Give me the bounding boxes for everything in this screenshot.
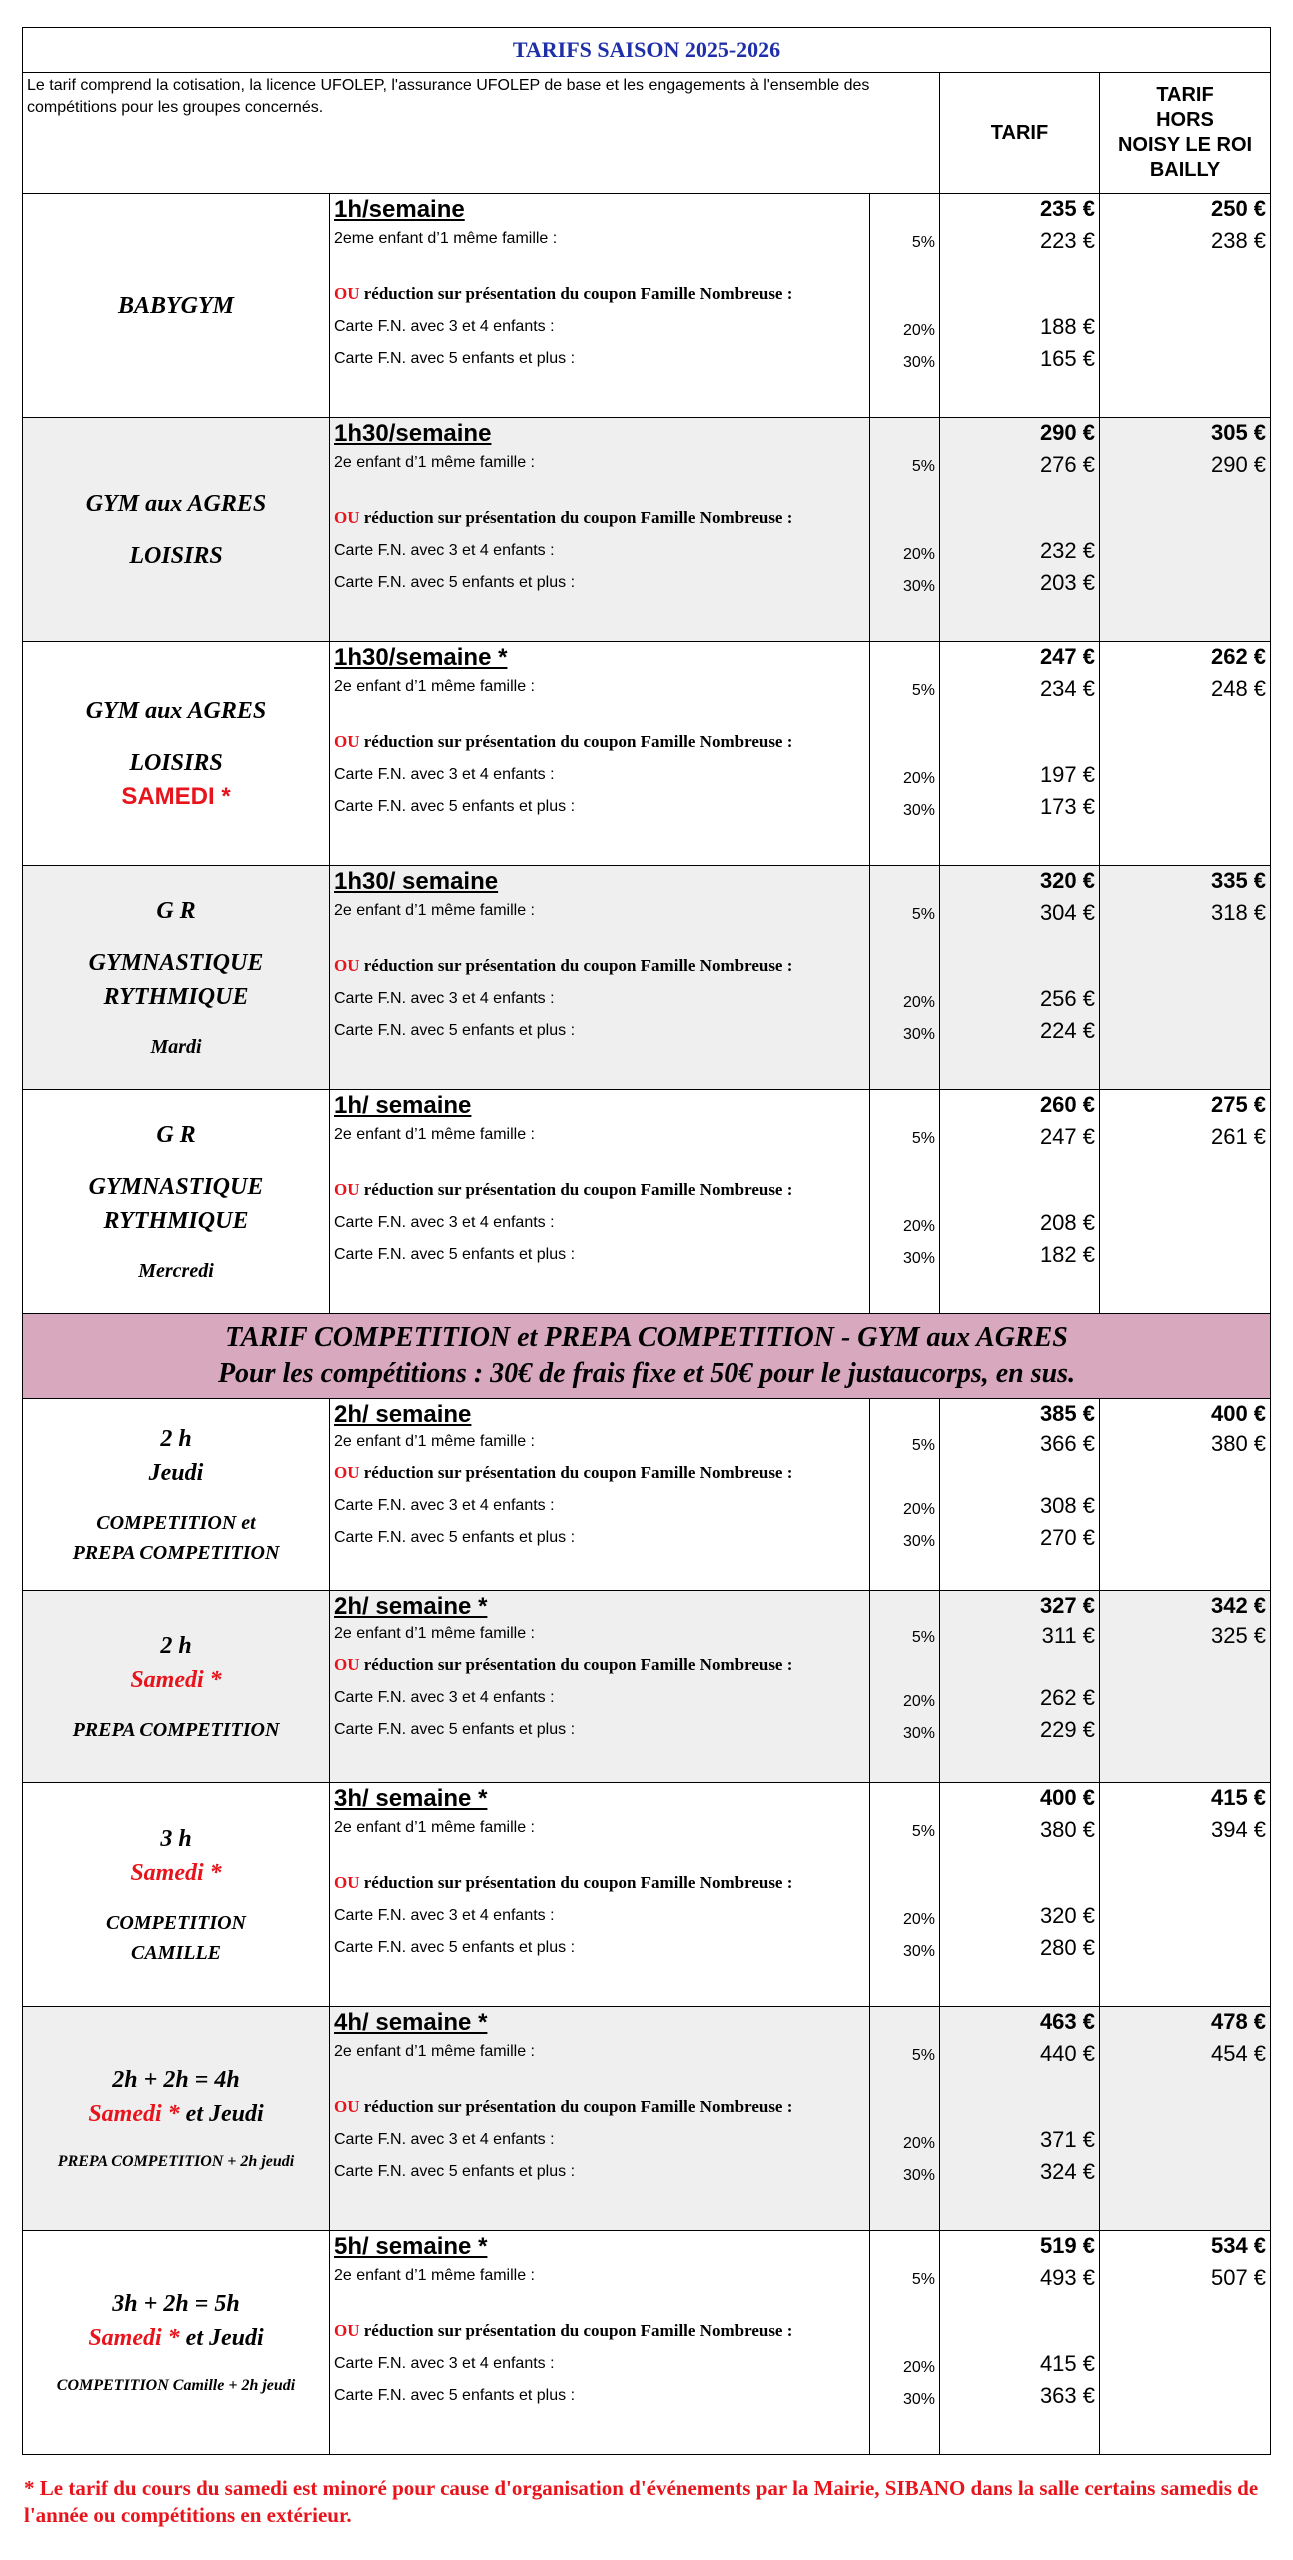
category-text: COMPETITION Camille + 2h jeudi — [56, 2376, 296, 2394]
ou-label: OU — [334, 732, 360, 751]
discount-column — [870, 1783, 940, 2007]
category-line: BABYGYM — [117, 292, 234, 319]
ou-text: réduction sur présentation du coupon Famille Nombreuse : — [359, 1655, 793, 1674]
course-details — [330, 194, 870, 418]
tariff-section-row — [23, 1591, 1271, 1783]
category-line — [23, 1538, 329, 1568]
price-value: 229 € — [1039, 1717, 1095, 1742]
course-duration: 4h/ semaine * — [334, 2009, 488, 2036]
discount-percent: 30% — [902, 1250, 935, 1267]
discount-percent: 5% — [911, 1130, 935, 1147]
fn5-label: Carte F.N. avec 5 enfants et plus : — [334, 1721, 576, 1738]
course-duration: 1h/ semaine — [334, 1092, 472, 1119]
price-value: 262 € — [1039, 1685, 1095, 1710]
category-suffix: et Jeudi — [179, 2324, 264, 2351]
price-value: 478 € — [1210, 2009, 1267, 2034]
second-child-label: 2eme enfant d’1 même famille : — [334, 230, 558, 247]
discount-percent: 5% — [911, 1629, 935, 1646]
category-text: 3h + 2h = 5h — [112, 2290, 240, 2317]
price-value: 173 € — [1039, 794, 1095, 819]
category-line: GYMNASTIQUE — [88, 1173, 264, 1200]
price-value: 290 € — [1210, 452, 1267, 477]
course-duration: 1h30/semaine * — [334, 644, 508, 671]
discount-percent: 5% — [911, 1823, 935, 1840]
hors-column — [1100, 194, 1271, 418]
course-category — [23, 1783, 330, 2007]
category-text: Jeudi — [148, 1459, 204, 1486]
ou-label: OU — [334, 1180, 360, 1199]
category-line — [23, 1822, 329, 1856]
price-value: 440 € — [1039, 2041, 1095, 2066]
price-value: 519 € — [1039, 2233, 1095, 2258]
large-family-note — [334, 2097, 792, 2117]
category-saturday: Samedi * — [130, 1666, 222, 1693]
price-value: 308 € — [1039, 1493, 1095, 1518]
price-value: 415 € — [1039, 2351, 1095, 2376]
price-value: 400 € — [1210, 1401, 1267, 1426]
category-line — [23, 1508, 329, 1538]
category-saturday: Samedi * — [130, 1859, 222, 1886]
tarif-column — [940, 2007, 1100, 2231]
category-saturday: SAMEDI * — [121, 782, 231, 810]
course-details — [330, 1090, 870, 1314]
course-category — [23, 194, 330, 418]
hors-column — [1100, 1090, 1271, 1314]
price-value: 224 € — [1039, 1018, 1095, 1043]
discount-percent: 20% — [902, 994, 935, 1011]
category-line — [23, 1856, 329, 1890]
fn34-label: Carte F.N. avec 3 et 4 enfants : — [334, 1689, 555, 1706]
competition-band-text — [23, 1314, 1271, 1399]
category-text: 2h + 2h = 4h — [112, 2066, 240, 2093]
discount-percent: 30% — [902, 2391, 935, 2408]
course-duration: 2h/ semaine * — [334, 1593, 488, 1620]
discount-column — [870, 194, 940, 418]
fn5-label: Carte F.N. avec 5 enfants et plus : — [334, 1022, 576, 1039]
category-line — [23, 2373, 329, 2399]
discount-column — [870, 2007, 940, 2231]
fn34-label: Carte F.N. avec 3 et 4 enfants : — [334, 766, 555, 783]
fn5-label: Carte F.N. avec 5 enfants et plus : — [334, 1939, 576, 1956]
hors-header-line: TARIF — [1156, 84, 1214, 106]
discount-percent: 20% — [902, 2359, 935, 2376]
price-value: 507 € — [1210, 2265, 1267, 2290]
course-duration: 2h/ semaine — [334, 1401, 472, 1428]
price-value: 415 € — [1210, 1785, 1267, 1810]
discount-percent: 20% — [902, 770, 935, 787]
ou-label: OU — [334, 956, 360, 975]
second-child-label: 2e enfant d’1 même famille : — [334, 2267, 535, 2284]
hors-header-line: NOISY LE ROI — [1117, 134, 1253, 156]
category-text: PREPA COMPETITION — [72, 1718, 280, 1741]
category-line: RYTHMIQUE — [103, 983, 249, 1010]
category-line — [23, 1938, 329, 1968]
category-line: GYM aux AGRES — [85, 697, 267, 724]
price-value: 335 € — [1210, 868, 1267, 893]
price-value: 318 € — [1210, 900, 1267, 925]
second-child-label: 2e enfant d’1 même famille : — [334, 1433, 535, 1450]
course-details — [330, 1783, 870, 2007]
tarif-column — [940, 866, 1100, 1090]
large-family-note — [334, 1873, 792, 1893]
course-category — [23, 1591, 330, 1783]
category-line — [23, 2287, 329, 2321]
ou-text: réduction sur présentation du coupon Famille Nombreuse : — [359, 956, 793, 975]
price-value: 275 € — [1210, 1092, 1267, 1117]
page-title: TARIFS SAISON 2025-2026 — [23, 28, 1271, 73]
second-child-label: 2e enfant d’1 même famille : — [334, 678, 535, 695]
price-value: 320 € — [1039, 1903, 1095, 1928]
price-value: 182 € — [1039, 1242, 1095, 1267]
ou-label: OU — [334, 2321, 360, 2340]
course-details — [330, 642, 870, 866]
fn34-label: Carte F.N. avec 3 et 4 enfants : — [334, 2355, 555, 2372]
course-duration: 1h/semaine — [334, 196, 465, 223]
second-child-label: 2e enfant d’1 même famille : — [334, 902, 535, 919]
price-value: 327 € — [1039, 1593, 1095, 1618]
second-child-label: 2e enfant d’1 même famille : — [334, 1819, 535, 1836]
large-family-note — [334, 1655, 792, 1675]
ou-label: OU — [334, 2097, 360, 2116]
discount-percent: 5% — [911, 906, 935, 923]
price-value: 463 € — [1039, 2009, 1095, 2034]
tarif-column — [940, 642, 1100, 866]
price-value: 380 € — [1039, 1817, 1095, 1842]
ou-label: OU — [334, 1873, 360, 1892]
price-value: 260 € — [1039, 1092, 1095, 1117]
category-text: 2 h — [160, 1632, 192, 1659]
course-category — [23, 642, 330, 866]
discount-percent: 30% — [902, 802, 935, 819]
course-category — [23, 2007, 330, 2231]
category-line — [23, 1663, 329, 1697]
category-saturday: Samedi * — [88, 2324, 180, 2351]
course-category — [23, 2231, 330, 2455]
course-duration: 1h30/semaine — [334, 420, 492, 447]
category-line — [23, 2149, 329, 2175]
price-value: 197 € — [1039, 762, 1095, 787]
ou-label: OU — [334, 1463, 360, 1482]
fn34-label: Carte F.N. avec 3 et 4 enfants : — [334, 2131, 555, 2148]
price-value: 248 € — [1210, 676, 1267, 701]
category-line: G R — [156, 897, 196, 924]
course-duration: 3h/ semaine * — [334, 1785, 488, 1812]
discount-column — [870, 1591, 940, 1783]
category-line: GYM aux AGRES — [85, 490, 267, 517]
category-line: RYTHMIQUE — [103, 1207, 249, 1234]
second-child-label: 2e enfant d’1 même famille : — [334, 1625, 535, 1642]
tarif-column — [940, 418, 1100, 642]
category-line: G R — [156, 1121, 196, 1148]
fn34-label: Carte F.N. avec 3 et 4 enfants : — [334, 1497, 555, 1514]
price-value: 363 € — [1039, 2383, 1095, 2408]
category-line: Mercredi — [138, 1259, 214, 1282]
price-value: 188 € — [1039, 314, 1095, 339]
fn5-label: Carte F.N. avec 5 enfants et plus : — [334, 574, 576, 591]
price-value: 493 € — [1039, 2265, 1095, 2290]
fn5-label: Carte F.N. avec 5 enfants et plus : — [334, 2163, 576, 2180]
large-family-note — [334, 284, 792, 304]
price-value: 324 € — [1039, 2159, 1095, 2184]
ou-text: réduction sur présentation du coupon Famille Nombreuse : — [359, 1463, 793, 1482]
fn5-label: Carte F.N. avec 5 enfants et plus : — [334, 798, 576, 815]
ou-text: réduction sur présentation du coupon Famille Nombreuse : — [359, 284, 793, 303]
hors-column — [1100, 2231, 1271, 2455]
price-value: 261 € — [1210, 1124, 1267, 1149]
category-text: 2 h — [160, 1425, 192, 1452]
category-line — [23, 1908, 329, 1938]
tarif-column — [940, 1090, 1100, 1314]
category-line — [23, 1629, 329, 1663]
discount-percent: 20% — [902, 1693, 935, 1710]
hors-column — [1100, 642, 1271, 866]
category-text: 3 h — [160, 1825, 192, 1852]
fn34-label: Carte F.N. avec 3 et 4 enfants : — [334, 1907, 555, 1924]
price-value: 235 € — [1039, 196, 1095, 221]
large-family-note — [334, 2321, 792, 2341]
tariff-section-row — [23, 1399, 1271, 1591]
hors-column — [1100, 1399, 1271, 1591]
discount-percent: 5% — [911, 2047, 935, 2064]
price-value: 325 € — [1210, 1623, 1267, 1648]
competition-band — [23, 1314, 1271, 1399]
category-text: CAMILLE — [130, 1941, 222, 1964]
price-value: 203 € — [1039, 570, 1095, 595]
competition-title: TARIF COMPETITION et PREPA COMPETITION - GYM aux AGRES — [225, 1322, 1068, 1353]
tarif-column — [940, 1399, 1100, 1591]
large-family-note — [334, 508, 792, 528]
course-details — [330, 2231, 870, 2455]
price-value: 371 € — [1039, 2127, 1095, 2152]
category-line: LOISIRS — [129, 542, 223, 569]
price-value: 223 € — [1039, 228, 1095, 253]
price-value: 380 € — [1210, 1431, 1267, 1456]
large-family-note — [334, 1180, 792, 1200]
course-duration: 1h30/ semaine — [334, 868, 499, 895]
price-value: 238 € — [1210, 228, 1267, 253]
course-details — [330, 1399, 870, 1591]
course-category — [23, 1399, 330, 1591]
hors-column — [1100, 866, 1271, 1090]
price-value: 208 € — [1039, 1210, 1095, 1235]
category-line — [23, 2097, 329, 2131]
tariff-section-row — [23, 194, 1271, 418]
tarif-column — [940, 2231, 1100, 2455]
course-details — [330, 1591, 870, 1783]
course-category — [23, 1090, 330, 1314]
course-category — [23, 866, 330, 1090]
tarif-column — [940, 194, 1100, 418]
course-details — [330, 418, 870, 642]
price-value: 400 € — [1039, 1785, 1095, 1810]
tariff-section-row — [23, 866, 1271, 1090]
discount-percent: 5% — [911, 1437, 935, 1454]
price-value: 394 € — [1210, 1817, 1267, 1842]
category-line — [23, 2063, 329, 2097]
second-child-label: 2e enfant d’1 même famille : — [334, 454, 535, 471]
discount-column — [870, 642, 940, 866]
price-value: 305 € — [1210, 420, 1267, 445]
price-value: 454 € — [1210, 2041, 1267, 2066]
category-line — [23, 1456, 329, 1490]
category-text: COMPETITION et — [96, 1511, 256, 1534]
tariff-section-row — [23, 1090, 1271, 1314]
fn34-label: Carte F.N. avec 3 et 4 enfants : — [334, 990, 555, 1007]
hors-column — [1100, 2007, 1271, 2231]
tariff-section-row — [23, 642, 1271, 866]
price-value: 385 € — [1039, 1401, 1095, 1426]
category-line — [23, 1422, 329, 1456]
second-child-label: 2e enfant d’1 même famille : — [334, 1126, 535, 1143]
hors-header-line: HORS — [1156, 109, 1214, 131]
discount-percent: 20% — [902, 322, 935, 339]
ou-label: OU — [334, 508, 360, 527]
discount-percent: 20% — [902, 1218, 935, 1235]
hors-header-line: BAILLY — [1149, 159, 1221, 181]
ou-text: réduction sur présentation du coupon Famille Nombreuse : — [359, 508, 793, 527]
discount-percent: 30% — [902, 1725, 935, 1742]
discount-column — [870, 418, 940, 642]
price-value: 247 € — [1039, 644, 1095, 669]
ou-label: OU — [334, 284, 360, 303]
category-line: GYMNASTIQUE — [88, 949, 264, 976]
discount-percent: 30% — [902, 1026, 935, 1043]
discount-percent: 20% — [902, 546, 935, 563]
tariff-section-row — [23, 2007, 1271, 2231]
footnote: * Le tarif du cours du samedi est minoré pour cause d'organisation d'événements par la Mairie, SIBANO dans la salle certains samedis de l'année ou compétitions en extérieur. — [24, 2476, 1259, 2527]
category-line: LOISIRS — [129, 749, 223, 776]
price-value: 311 € — [1041, 1623, 1095, 1648]
hors-column — [1100, 1591, 1271, 1783]
tariff-section-row — [23, 418, 1271, 642]
price-value: 290 € — [1039, 420, 1095, 445]
price-value: 262 € — [1210, 644, 1267, 669]
discount-percent: 30% — [902, 2167, 935, 2184]
discount-percent: 20% — [902, 1911, 935, 1928]
fn5-label: Carte F.N. avec 5 enfants et plus : — [334, 1529, 576, 1546]
tarif-column — [940, 1783, 1100, 2007]
large-family-note — [334, 956, 792, 976]
discount-percent: 30% — [902, 1943, 935, 1960]
fn5-label: Carte F.N. avec 5 enfants et plus : — [334, 1246, 576, 1263]
category-saturday: Samedi * — [88, 2100, 180, 2127]
large-family-note — [334, 1463, 792, 1483]
ou-text: réduction sur présentation du coupon Famille Nombreuse : — [359, 2097, 793, 2116]
price-value: 534 € — [1210, 2233, 1267, 2258]
discount-percent: 30% — [902, 578, 935, 595]
tarif-column — [940, 1591, 1100, 1783]
price-value: 270 € — [1039, 1525, 1095, 1550]
discount-percent: 20% — [902, 2135, 935, 2152]
discount-percent: 30% — [902, 1533, 935, 1550]
price-value: 165 € — [1039, 346, 1095, 371]
ou-text: réduction sur présentation du coupon Famille Nombreuse : — [359, 1873, 793, 1892]
price-value: 342 € — [1210, 1593, 1267, 1618]
category-text: PREPA COMPETITION — [72, 1541, 280, 1564]
fn34-label: Carte F.N. avec 3 et 4 enfants : — [334, 318, 555, 335]
price-value: 276 € — [1039, 452, 1095, 477]
ou-label: OU — [334, 1655, 360, 1674]
fn34-label: Carte F.N. avec 3 et 4 enfants : — [334, 1214, 555, 1231]
course-details — [330, 2007, 870, 2231]
category-text: COMPETITION — [105, 1911, 246, 1934]
fn34-label: Carte F.N. avec 3 et 4 enfants : — [334, 542, 555, 559]
tariff-document — [22, 27, 1270, 2455]
discount-percent: 5% — [911, 458, 935, 475]
competition-fees: Pour les compétitions : 30€ de frais fixe et 50€ pour le justaucorps, en sus. — [217, 1358, 1076, 1389]
price-value: 234 € — [1039, 676, 1095, 701]
hors-column — [1100, 418, 1271, 642]
category-line — [23, 2321, 329, 2355]
discount-percent: 5% — [911, 682, 935, 699]
category-line: Mardi — [150, 1035, 202, 1058]
course-details — [330, 866, 870, 1090]
price-value: 247 € — [1039, 1124, 1095, 1149]
fn5-label: Carte F.N. avec 5 enfants et plus : — [334, 350, 576, 367]
tarif-header: TARIF — [940, 73, 1100, 194]
price-value: 366 € — [1039, 1431, 1095, 1456]
price-value: 304 € — [1039, 900, 1095, 925]
ou-text: réduction sur présentation du coupon Famille Nombreuse : — [359, 1180, 793, 1199]
discount-column — [870, 866, 940, 1090]
ou-text: réduction sur présentation du coupon Famille Nombreuse : — [359, 732, 793, 751]
category-suffix: et Jeudi — [179, 2100, 264, 2127]
price-value: 280 € — [1039, 1935, 1095, 1960]
tariff-table — [22, 27, 1271, 2455]
price-value: 256 € — [1039, 986, 1095, 1011]
discount-percent: 30% — [902, 354, 935, 371]
fn5-label: Carte F.N. avec 5 enfants et plus : — [334, 2387, 576, 2404]
price-value: 250 € — [1210, 196, 1267, 221]
discount-percent: 20% — [902, 1501, 935, 1518]
hors-column — [1100, 1783, 1271, 2007]
tariff-section-row — [23, 1783, 1271, 2007]
price-value: 320 € — [1039, 868, 1095, 893]
category-text: PREPA COMPETITION + 2h jeudi — [57, 2152, 295, 2170]
price-value: 232 € — [1039, 538, 1095, 563]
category-line — [23, 1715, 329, 1745]
discount-column — [870, 2231, 940, 2455]
discount-percent: 5% — [911, 234, 935, 251]
large-family-note — [334, 732, 792, 752]
ou-text: réduction sur présentation du coupon Famille Nombreuse : — [359, 2321, 793, 2340]
discount-column — [870, 1090, 940, 1314]
second-child-label: 2e enfant d’1 même famille : — [334, 2043, 535, 2060]
hors-header — [1100, 73, 1271, 194]
course-duration: 5h/ semaine * — [334, 2233, 488, 2260]
course-category — [23, 418, 330, 642]
tariff-section-row — [23, 2231, 1271, 2455]
discount-percent: 5% — [911, 2271, 935, 2288]
discount-column — [870, 1399, 940, 1591]
intro-text: Le tarif comprend la cotisation, la licence UFOLEP, l'assurance UFOLEP de base et les engagements à l'ensemble des compétitions pour les groupes concernés. — [23, 73, 940, 194]
